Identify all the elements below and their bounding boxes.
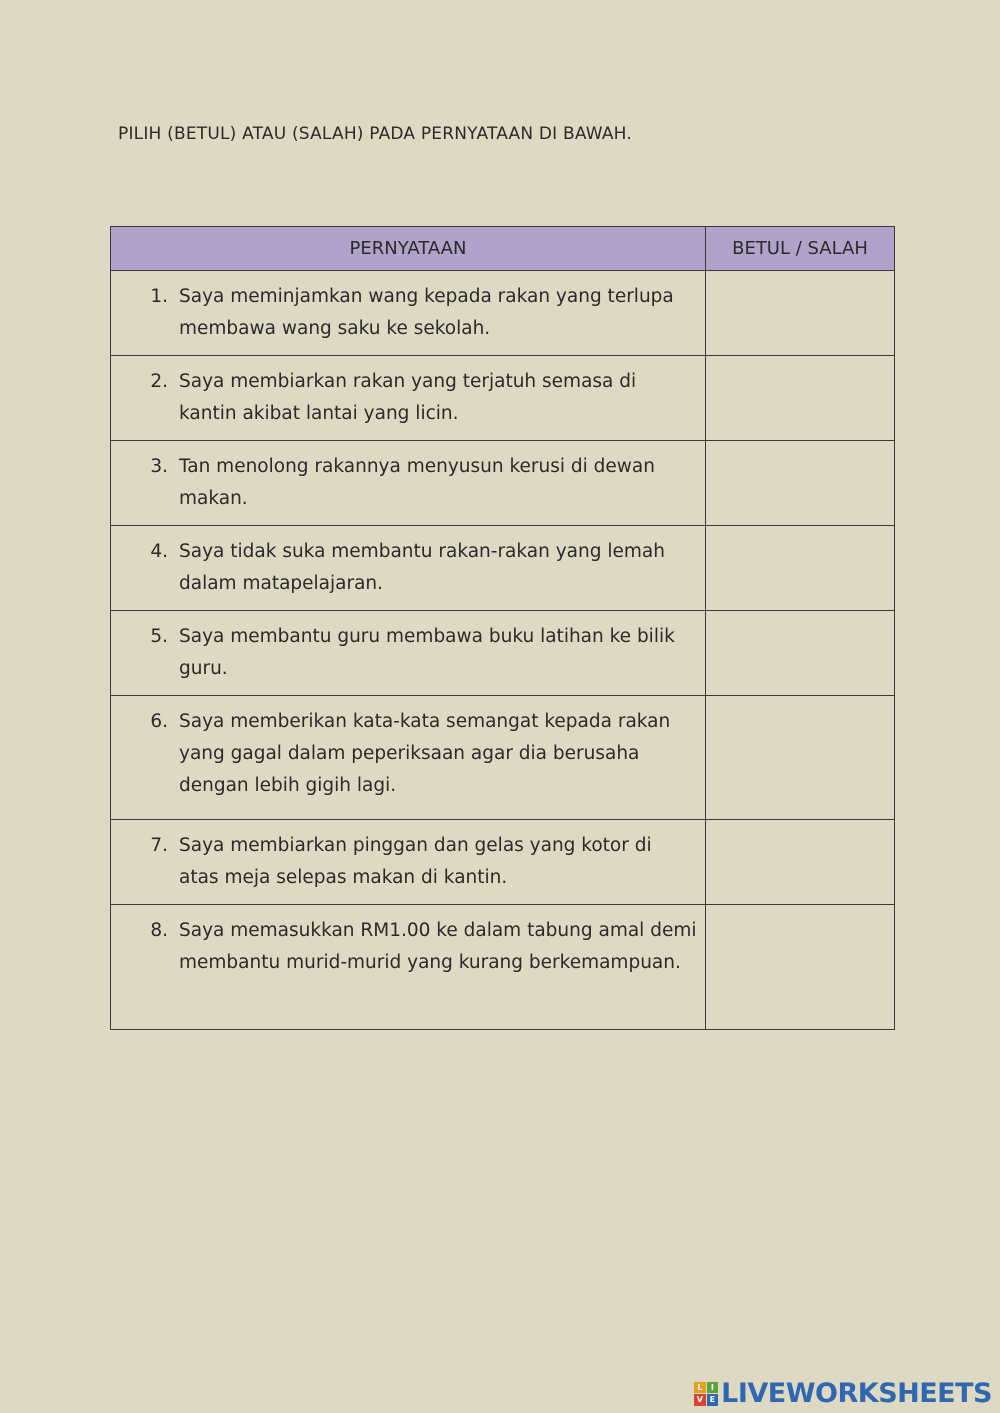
statement-text: Saya membantu guru membawa buku latihan ke bilik guru.	[179, 626, 675, 679]
answer-cell[interactable]	[706, 611, 895, 696]
answer-cell[interactable]	[706, 356, 895, 441]
liveworksheets-logo-icon	[694, 1382, 718, 1406]
table-row	[111, 820, 895, 905]
answer-cell[interactable]	[706, 526, 895, 611]
table-row	[111, 696, 895, 820]
statement-cell	[111, 905, 706, 1030]
statement-text: Saya memberikan kata-kata semangat kepada rakan yang gagal dalam peperiksaan agar dia berusaha dengan lebih gigih lagi.	[179, 711, 671, 796]
table-row	[111, 526, 895, 611]
liveworksheets-brand	[694, 1378, 992, 1409]
answer-input[interactable]	[706, 558, 894, 578]
answer-input[interactable]	[706, 852, 894, 872]
table-row	[111, 356, 895, 441]
answer-input[interactable]	[706, 748, 894, 768]
table-row	[111, 905, 895, 1030]
statement-cell	[111, 820, 706, 905]
table-row	[111, 611, 895, 696]
statement-number: 8.	[150, 920, 168, 941]
statement-text: Saya meminjamkan wang kepada rakan yang terlupa membawa wang saku ke sekolah.	[179, 286, 674, 339]
statement-cell	[111, 271, 706, 356]
brand-text: LIVEWORKSHEETS	[721, 1378, 992, 1409]
answer-cell[interactable]	[706, 696, 895, 820]
statement-number: 5.	[150, 626, 168, 647]
answer-cell[interactable]	[706, 820, 895, 905]
statement-number: 4.	[150, 541, 168, 562]
answer-cell[interactable]	[706, 271, 895, 356]
answer-input[interactable]	[706, 473, 894, 493]
logo-tile: E	[707, 1394, 719, 1406]
statement-number: 1.	[150, 286, 168, 307]
answer-input[interactable]	[706, 388, 894, 408]
statement-number: 2.	[150, 371, 168, 392]
logo-tile: I	[707, 1382, 719, 1394]
answer-input[interactable]	[706, 303, 894, 323]
statement-text: Saya tidak suka membantu rakan-rakan yang lemah dalam matapelajaran.	[179, 541, 665, 594]
answer-input[interactable]	[706, 643, 894, 663]
statement-cell	[111, 441, 706, 526]
statement-number: 6.	[150, 711, 168, 732]
statement-text: Saya memasukkan RM1.00 ke dalam tabung amal demi membantu murid-murid yang kurang berkemampuan.	[179, 920, 697, 973]
statements-table	[110, 226, 895, 1030]
answer-cell[interactable]	[706, 441, 895, 526]
header-answer: BETUL / SALAH	[706, 227, 895, 271]
statement-text: Saya membiarkan rakan yang terjatuh semasa di kantin akibat lantai yang licin.	[179, 371, 637, 424]
statement-cell	[111, 356, 706, 441]
table-row	[111, 271, 895, 356]
statement-cell	[111, 696, 706, 820]
logo-tile: L	[694, 1382, 706, 1394]
statement-number: 7.	[150, 835, 168, 856]
statement-number: 3.	[150, 456, 168, 477]
logo-tile: V	[694, 1394, 706, 1406]
statement-text: Tan menolong rakannya menyusun kerusi di dewan makan.	[179, 456, 655, 509]
answer-cell[interactable]	[706, 905, 895, 1030]
answer-input[interactable]	[706, 957, 894, 977]
instruction-text: PILIH (BETUL) ATAU (SALAH) PADA PERNYATAAN DI BAWAH.	[118, 124, 632, 144]
statement-cell	[111, 526, 706, 611]
statement-cell	[111, 611, 706, 696]
header-statement: PERNYATAAN	[111, 227, 706, 271]
statement-text: Saya membiarkan pinggan dan gelas yang kotor di atas meja selepas makan di kantin.	[179, 835, 652, 888]
table-row	[111, 441, 895, 526]
table-header-row	[111, 227, 895, 271]
